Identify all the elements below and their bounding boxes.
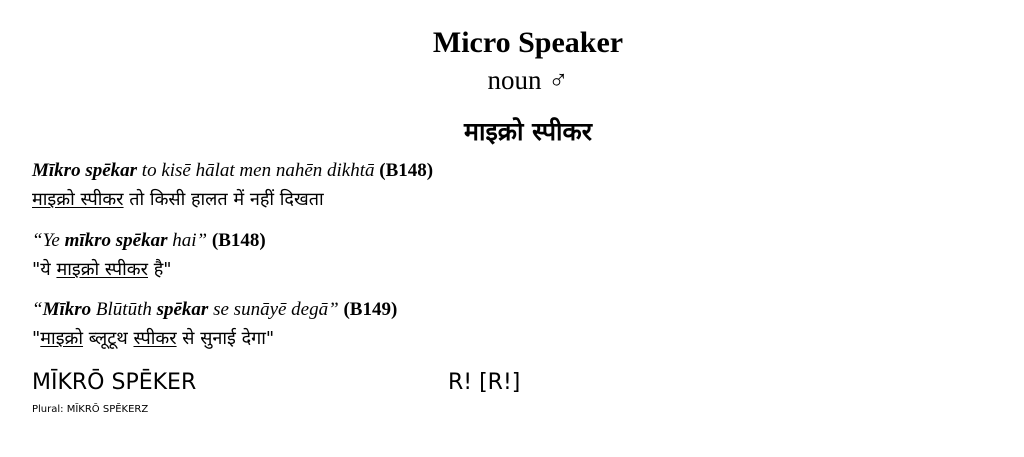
example-3-hindi-term-1: माइक्रो bbox=[40, 328, 84, 349]
example-3-hindi-text: से सुनाई देगा" bbox=[176, 328, 275, 349]
example-3-hindi-open: " bbox=[32, 328, 41, 349]
pronunciation: MĪKRŌ SPĒKER bbox=[32, 370, 197, 395]
example-1-text: to kisē hālat men nahēn dikhtā bbox=[137, 160, 375, 181]
example-3-hindi-mid: ब्लूटूथ bbox=[83, 328, 134, 349]
example-1-ref: (B148) bbox=[379, 160, 434, 181]
example-3-text: se sunāyē degā” bbox=[208, 299, 339, 320]
example-3-hindi bbox=[32, 326, 274, 350]
headword: Micro Speaker bbox=[432, 26, 624, 59]
example-2-hindi-open: "ये bbox=[32, 259, 57, 280]
hindi-headword: माइक्रो स्पीकर bbox=[464, 117, 592, 146]
example-3-hindi-term-2: स्पीकर bbox=[133, 328, 177, 349]
example-1-hindi-term: माइक्रो स्पीकर bbox=[32, 189, 124, 210]
plural-form: Plural: MĪKRŌ SPĒKERZ bbox=[32, 404, 149, 415]
part-of-speech: noun ♂ bbox=[487, 65, 569, 95]
example-1-hindi bbox=[32, 187, 324, 211]
example-3-ref: (B149) bbox=[343, 299, 398, 320]
example-2-term: mīkro spēkar bbox=[64, 230, 168, 251]
example-2-ref: (B148) bbox=[211, 230, 266, 251]
example-1-hindi-text: तो किसी हालत में नहीं दिखता bbox=[123, 189, 324, 210]
example-1-term: Mīkro spēkar bbox=[32, 160, 138, 181]
example-2-latin bbox=[32, 230, 266, 252]
example-2-text: hai” bbox=[167, 230, 208, 251]
example-3-latin bbox=[32, 299, 397, 321]
example-3-term-2: spēkar bbox=[156, 299, 209, 320]
example-2-hindi-text: है" bbox=[148, 259, 172, 280]
example-1-latin bbox=[32, 160, 433, 182]
example-3-term-1: Mīkro bbox=[42, 299, 92, 320]
example-3-mid: Blūtūth bbox=[91, 299, 157, 320]
example-2-hindi-term: माइक्रो स्पीकर bbox=[56, 259, 148, 280]
example-3-open-quote: “ bbox=[32, 299, 43, 320]
example-2-open-quote: “Ye bbox=[32, 230, 65, 251]
pronunciation-alt: R! [R!] bbox=[448, 370, 521, 395]
example-2-hindi bbox=[32, 257, 172, 281]
